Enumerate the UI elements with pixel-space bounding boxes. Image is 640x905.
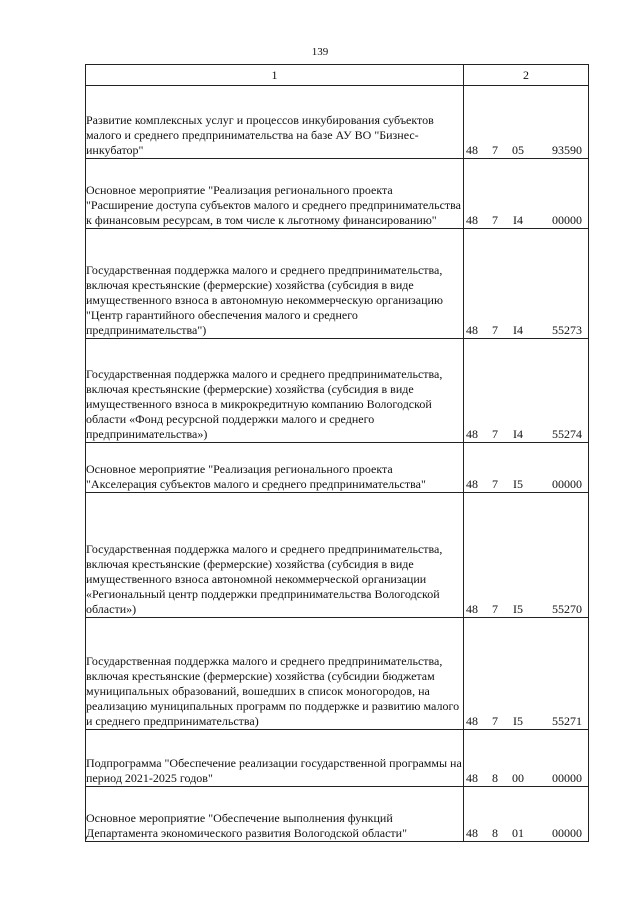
code-part-3: I5 <box>513 602 523 616</box>
row-description: Государственная поддержка малого и среднего предпринимательства, включая крестьянские (фермерские) хозяйства (субсидия в виде имущественного взноса в автономную некоммерческую организацию "Центр гарантийного обеспечения малого и среднего предпринимательства") <box>86 229 464 339</box>
code-part-1: 48 <box>466 826 478 840</box>
code-part-2: 7 <box>492 602 498 616</box>
row-description: Государственная поддержка малого и среднего предпринимательства, включая крестьянские (фермерские) хозяйства (субсидия в виде имущественного взноса автономной некоммерческой организации «Региональный центр поддержки предпринимательства Вологодской области») <box>86 493 464 618</box>
code-part-3: I4 <box>513 213 523 227</box>
column-header-1: 1 <box>86 65 464 86</box>
code-part-4: 00000 <box>552 477 582 491</box>
row-description: Основное мероприятие "Обеспечение выполнения функций Департамента экономического развития Вологодской области" <box>86 787 464 842</box>
row-description: Подпрограмма "Обеспечение реализации государственной программы на период 2021-2025 годов" <box>86 730 464 787</box>
table-row <box>86 159 589 229</box>
header-row <box>86 65 589 86</box>
row-code <box>464 229 589 339</box>
row-description: Государственная поддержка малого и среднего предпринимательства, включая крестьянские (фермерские) хозяйства (субсидии бюджетам муниципальных образований, вошедших в список моногородов, на реализацию муниципальных программ по поддержке и развитию малого и среднего предпринимательства) <box>86 618 464 730</box>
code-part-4: 55270 <box>552 602 582 616</box>
budget-table <box>85 64 589 842</box>
table-row <box>86 443 589 493</box>
code-part-2: 7 <box>492 213 498 227</box>
code-part-2: 7 <box>492 477 498 491</box>
code-part-4: 00000 <box>552 213 582 227</box>
code-part-1: 48 <box>466 714 478 728</box>
row-description: Развитие комплексных услуг и процессов инкубирования субъектов малого и среднего предпринимательства на базе АУ ВО "Бизнес-инкубатор" <box>86 86 464 159</box>
code-part-2: 8 <box>492 826 498 840</box>
code-part-2: 7 <box>492 427 498 441</box>
code-part-4: 55271 <box>552 714 582 728</box>
page-number: 139 <box>311 46 329 58</box>
column-header-2: 2 <box>464 65 589 86</box>
code-part-1: 48 <box>466 602 478 616</box>
code-part-3: I5 <box>513 714 523 728</box>
code-part-1: 48 <box>466 477 478 491</box>
row-code <box>464 730 589 787</box>
row-code <box>464 86 589 159</box>
row-code <box>464 618 589 730</box>
code-part-2: 8 <box>492 771 498 785</box>
table-row <box>86 339 589 443</box>
table-row <box>86 618 589 730</box>
code-part-3: 05 <box>512 143 524 157</box>
table-row <box>86 787 589 842</box>
code-part-3: I4 <box>513 323 523 337</box>
row-code <box>464 159 589 229</box>
code-part-1: 48 <box>466 143 478 157</box>
code-part-3: I5 <box>513 477 523 491</box>
code-part-1: 48 <box>466 213 478 227</box>
row-description: Основное мероприятие "Реализация регионального проекта "Расширение доступа субъектов малого и среднего предпринимательства к финансовым ресурсам, в том числе к льготному финансированию" <box>86 159 464 229</box>
row-code <box>464 787 589 842</box>
code-part-2: 7 <box>492 714 498 728</box>
code-part-2: 7 <box>492 323 498 337</box>
row-description: Основное мероприятие "Реализация регионального проекта "Акселерация субъектов малого и среднего предпринимательства" <box>86 443 464 493</box>
code-part-1: 48 <box>466 323 478 337</box>
code-part-4: 55274 <box>552 427 582 441</box>
code-part-1: 48 <box>466 771 478 785</box>
code-part-3: 00 <box>512 771 524 785</box>
table-row <box>86 86 589 159</box>
row-description: Государственная поддержка малого и среднего предпринимательства, включая крестьянские (фермерские) хозяйства (субсидия в виде имущественного взноса в микрокредитную компанию Вологодской области «Фонд ресурсной поддержки малого и среднего предпринимательства») <box>86 339 464 443</box>
row-code <box>464 339 589 443</box>
code-part-4: 00000 <box>552 771 582 785</box>
code-part-2: 7 <box>492 143 498 157</box>
code-part-3: I4 <box>513 427 523 441</box>
code-part-4: 00000 <box>552 826 582 840</box>
row-code <box>464 493 589 618</box>
code-part-1: 48 <box>466 427 478 441</box>
table-row <box>86 493 589 618</box>
row-code <box>464 443 589 493</box>
code-part-4: 93590 <box>552 143 582 157</box>
code-part-4: 55273 <box>552 323 582 337</box>
table-row <box>86 730 589 787</box>
code-part-3: 01 <box>512 826 524 840</box>
table-row <box>86 229 589 339</box>
